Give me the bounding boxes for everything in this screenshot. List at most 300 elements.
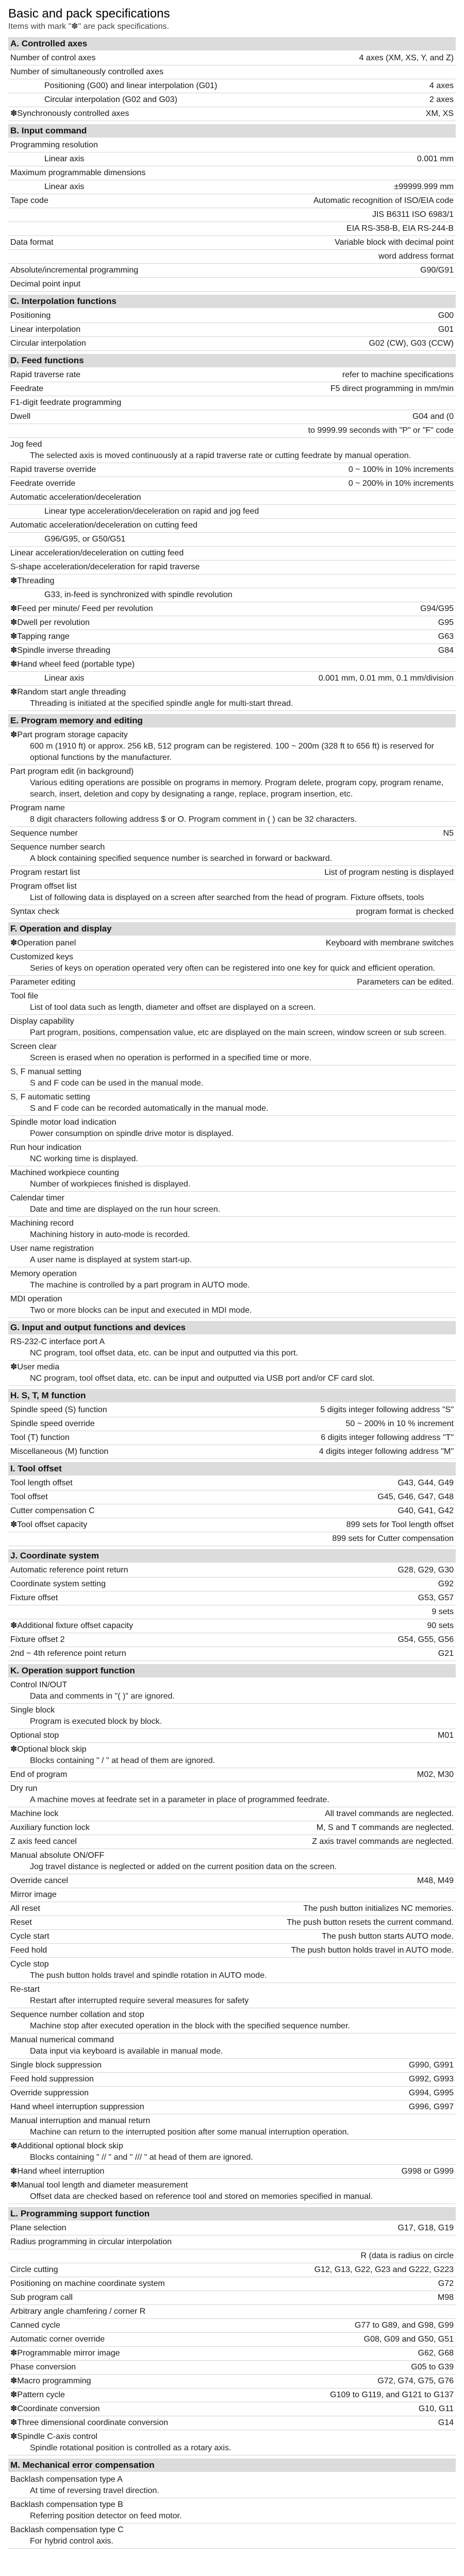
spec-row bbox=[8, 1888, 456, 1902]
spec-label: Spindle speed override bbox=[10, 1419, 95, 1428]
spec-row bbox=[8, 1958, 456, 1983]
spec-value: 50 ~ 200% in 10 % increment bbox=[345, 1419, 454, 1428]
spec-row bbox=[8, 2473, 456, 2498]
spec-row bbox=[8, 533, 456, 547]
spec-label: Linear acceleration/deceleration on cutting feed bbox=[10, 549, 184, 557]
spec-label: Display capability bbox=[10, 1017, 74, 1026]
spec-row bbox=[8, 827, 456, 841]
spec-value: G54, G55, G56 bbox=[397, 1635, 454, 1644]
spec-row bbox=[8, 323, 456, 337]
spec-label: Number of control axes bbox=[10, 54, 96, 62]
spec-row bbox=[8, 2523, 456, 2549]
section-header: K. Operation support function bbox=[8, 1664, 456, 1677]
spec-section bbox=[8, 295, 456, 351]
spec-label: Automatic acceleration/deceleration on cutting feed bbox=[10, 521, 197, 530]
spec-row bbox=[8, 368, 456, 382]
spec-row bbox=[8, 1141, 456, 1166]
spec-value: G992, G993 bbox=[408, 2075, 454, 2083]
spec-value: N5 bbox=[443, 829, 454, 838]
section-header: J. Coordinate system bbox=[8, 1549, 456, 1563]
spec-value: G63 bbox=[438, 632, 454, 641]
spec-label: MDI operation bbox=[10, 1295, 62, 1303]
spec-row bbox=[8, 644, 456, 658]
spec-description: Date and time are displayed on the run hour screen. bbox=[30, 1205, 221, 1214]
spec-row bbox=[8, 2361, 456, 2375]
spec-value: 0.001 mm bbox=[417, 155, 454, 163]
spec-label: Control IN/OUT bbox=[10, 1681, 68, 1689]
spec-value: G62, G68 bbox=[418, 2349, 454, 2358]
spec-value: G84 bbox=[438, 646, 454, 655]
spec-value: M48, M49 bbox=[417, 1876, 454, 1885]
section-header: G. Input and output functions and devices bbox=[8, 1321, 456, 1334]
spec-row bbox=[8, 937, 456, 951]
spec-value: refer to machine specifications bbox=[342, 370, 454, 379]
spec-label: Canned cycle bbox=[10, 2321, 60, 2330]
spec-value: G77 to G89, and G98, G99 bbox=[354, 2321, 454, 2330]
spec-description: A user name is displayed at system start-up. bbox=[30, 1256, 192, 1264]
spec-row bbox=[8, 1633, 456, 1647]
spec-value: Parameters can be edited. bbox=[357, 978, 454, 987]
spec-label: Feed hold bbox=[10, 1946, 47, 1955]
spec-label: S-shape acceleration/deceleration for rapid traverse bbox=[10, 563, 200, 571]
spec-label: Customized keys bbox=[10, 953, 73, 961]
spec-row bbox=[8, 1807, 456, 1821]
spec-label: Manual absolute ON/OFF bbox=[10, 1851, 105, 1860]
spec-row bbox=[8, 2222, 456, 2235]
spec-row bbox=[8, 1835, 456, 1849]
spec-label: 2nd ~ 4th reference point return bbox=[10, 1649, 126, 1658]
spec-description: Spindle rotational position is controlled as a rotary axis. bbox=[30, 2444, 231, 2452]
spec-description: Restart after interrupted require several measures for safety bbox=[30, 1996, 249, 2005]
spec-label: F1-digit feedrate programming bbox=[10, 398, 122, 407]
spec-row bbox=[8, 477, 456, 491]
spec-row bbox=[8, 264, 456, 278]
spec-description: Power consumption on spindle drive motor is displayed. bbox=[30, 1129, 234, 1138]
spec-row bbox=[8, 2263, 456, 2277]
spec-label: Jog feed bbox=[10, 440, 42, 449]
spec-label: Optional stop bbox=[10, 1731, 59, 1740]
spec-value: 2 axes bbox=[429, 95, 454, 104]
spec-value: M02, M30 bbox=[417, 1770, 454, 1779]
spec-value: 0 ~ 100% in 10% increments bbox=[348, 465, 454, 474]
spec-label: Single block suppression bbox=[10, 2061, 102, 2070]
spec-description: Number of workpieces finished is displayed. bbox=[30, 1180, 191, 1189]
spec-label: Backlash compensation type A bbox=[10, 2475, 123, 2484]
spec-row bbox=[8, 1782, 456, 1807]
spec-value: word address format bbox=[378, 252, 454, 261]
spec-row bbox=[8, 728, 456, 765]
spec-row bbox=[8, 658, 456, 672]
spec-row bbox=[8, 866, 456, 880]
spec-value: G53, G57 bbox=[418, 1594, 454, 1602]
spec-label: Cycle start bbox=[10, 1932, 49, 1941]
spec-description: Program is executed block by block. bbox=[30, 1717, 162, 1726]
spec-value: G43, G44, G49 bbox=[397, 1479, 454, 1487]
spec-row bbox=[8, 1578, 456, 1591]
spec-row bbox=[8, 1445, 456, 1459]
spec-value: 90 sets bbox=[427, 1621, 454, 1630]
spec-row bbox=[8, 2008, 456, 2033]
spec-description: Data input via keyboard is available in manual mode. bbox=[30, 2047, 223, 2056]
spec-label: Plane selection bbox=[10, 2224, 67, 2232]
spec-row bbox=[8, 519, 456, 533]
spec-label: Programming resolution bbox=[10, 141, 98, 149]
spec-row bbox=[8, 2087, 456, 2100]
spec-row bbox=[8, 79, 456, 93]
spec-row bbox=[8, 1821, 456, 1835]
spec-label: S, F manual setting bbox=[10, 1067, 81, 1076]
spec-row bbox=[8, 2375, 456, 2388]
spec-description: Blocks containing " / " at head of them are ignored. bbox=[30, 1756, 216, 1765]
spec-label: Screen clear bbox=[10, 1042, 57, 1051]
spec-label: ✽Spindle C-axis control bbox=[10, 2432, 98, 2441]
spec-row bbox=[8, 2498, 456, 2523]
spec-value: G40, G41, G42 bbox=[397, 1506, 454, 1515]
spec-row bbox=[8, 951, 456, 976]
spec-label: Linear axis bbox=[44, 155, 85, 163]
spec-value: G990, G991 bbox=[408, 2061, 454, 2070]
spec-section bbox=[8, 2459, 456, 2549]
spec-label: ✽Programmable mirror image bbox=[10, 2349, 120, 2358]
spec-label: Reset bbox=[10, 1918, 32, 1927]
spec-row bbox=[8, 382, 456, 396]
spec-label: Linear axis bbox=[44, 182, 85, 191]
spec-row bbox=[8, 2059, 456, 2073]
spec-value: 9 sets bbox=[432, 1607, 454, 1616]
spec-label: S, F automatic setting bbox=[10, 1093, 90, 1101]
spec-label: Decimal point input bbox=[10, 280, 81, 289]
spec-description: S and F code can be used in the manual mode. bbox=[30, 1079, 204, 1088]
spec-value: M98 bbox=[437, 2293, 454, 2302]
spec-row bbox=[8, 2033, 456, 2059]
spec-value: G996, G997 bbox=[408, 2103, 454, 2111]
spec-section bbox=[8, 2207, 456, 2455]
spec-label: ✽Synchronously controlled axes bbox=[10, 109, 129, 118]
spec-row bbox=[8, 2402, 456, 2416]
spec-description: Machine stop after executed operation in the block with the specified sequence number. bbox=[30, 2022, 350, 2030]
spec-row bbox=[8, 990, 456, 1015]
section-header: F. Operation and display bbox=[8, 922, 456, 936]
spec-label: ✽Optional block skip bbox=[10, 1745, 87, 1754]
spec-row bbox=[8, 180, 456, 194]
spec-row bbox=[8, 1504, 456, 1518]
spec-label: Program restart list bbox=[10, 868, 80, 877]
spec-value: 0 ~ 200% in 10% increments bbox=[348, 479, 454, 488]
section-header: E. Program memory and editing bbox=[8, 714, 456, 727]
spec-label: Feedrate bbox=[10, 384, 44, 393]
spec-label: Automatic corner override bbox=[10, 2335, 105, 2344]
spec-value: 5 digits integer following address "S" bbox=[320, 1405, 454, 1414]
spec-row bbox=[8, 194, 456, 208]
spec-section bbox=[8, 1462, 456, 1546]
spec-row bbox=[8, 1091, 456, 1116]
spec-row bbox=[8, 2416, 456, 2430]
spec-value: program format is checked bbox=[356, 907, 454, 916]
section-header: D. Feed functions bbox=[8, 354, 456, 367]
spec-label: Positioning on machine coordinate system bbox=[10, 2279, 165, 2288]
spec-value: G28, G29, G30 bbox=[397, 1566, 454, 1574]
spec-value: JIS B6311 ISO 6983/1 bbox=[372, 210, 454, 219]
spec-label: Data format bbox=[10, 238, 54, 247]
spec-description: Two or more blocks can be input and executed in MDI mode. bbox=[30, 1306, 252, 1315]
spec-row bbox=[8, 1431, 456, 1445]
spec-description: List of tool data such as length, diameter and offset are displayed on a screen. bbox=[30, 1003, 316, 1012]
spec-value: G45, G46, G47, G48 bbox=[377, 1493, 454, 1501]
spec-label: G96/G95, or G50/G51 bbox=[44, 535, 126, 544]
spec-label: Circular interpolation (G02 and G03) bbox=[44, 95, 177, 104]
spec-description: Machine can return to the interrupted position after some manual interruption operation. bbox=[30, 2128, 350, 2137]
spec-row bbox=[8, 2179, 456, 2204]
spec-row bbox=[8, 491, 456, 505]
spec-label: Tool file bbox=[10, 992, 39, 1001]
spec-row bbox=[8, 1361, 456, 1386]
spec-row bbox=[8, 152, 456, 166]
spec-label: ✽Three dimensional coordinate conversion bbox=[10, 2418, 169, 2427]
spec-label: Dry run bbox=[10, 1784, 38, 1793]
spec-value: G95 bbox=[438, 618, 454, 627]
spec-label: Part program edit (in background) bbox=[10, 767, 134, 776]
section-header: L. Programming support function bbox=[8, 2207, 456, 2221]
spec-sections bbox=[8, 37, 456, 2549]
spec-row bbox=[8, 2347, 456, 2361]
spec-label: Feed hold suppression bbox=[10, 2075, 94, 2083]
spec-label: ✽Feed per minute/ Feed per revolution bbox=[10, 604, 153, 613]
spec-row bbox=[8, 505, 456, 519]
spec-label: User name registration bbox=[10, 1244, 94, 1253]
spec-label: Number of simultaneously controlled axes bbox=[10, 67, 164, 76]
spec-row bbox=[8, 1619, 456, 1633]
spec-value: The push button resets the current command. bbox=[287, 1918, 454, 1927]
spec-row bbox=[8, 236, 456, 250]
spec-row bbox=[8, 686, 456, 711]
spec-value: M, S and T commands are neglected. bbox=[316, 1823, 454, 1832]
spec-value: G72 bbox=[438, 2279, 454, 2288]
spec-row bbox=[8, 208, 456, 222]
spec-label: ✽Hand wheel feed (portable type) bbox=[10, 660, 135, 669]
spec-row bbox=[8, 93, 456, 107]
spec-value: ±99999.999 mm bbox=[394, 182, 454, 191]
spec-value: R (data is radius on circle bbox=[360, 2251, 454, 2260]
spec-row bbox=[8, 1065, 456, 1091]
spec-value: G17, G18, G19 bbox=[397, 2224, 454, 2232]
spec-value: G00 bbox=[438, 311, 454, 320]
spec-row bbox=[8, 1166, 456, 1192]
spec-label: Automatic acceleration/deceleration bbox=[10, 493, 141, 502]
spec-value: G994, G995 bbox=[408, 2089, 454, 2097]
spec-label: ✽Spindle inverse threading bbox=[10, 646, 110, 655]
spec-description: The machine is controlled by a part program in AUTO mode. bbox=[30, 1281, 250, 1290]
spec-row bbox=[8, 1930, 456, 1944]
spec-row bbox=[8, 1983, 456, 2008]
spec-label: ✽Random start angle threading bbox=[10, 688, 126, 697]
spec-value: 4 axes (XM, XS, Y, and Z) bbox=[359, 54, 454, 62]
section-header: I. Tool offset bbox=[8, 1462, 456, 1476]
spec-value: G04 and (0 bbox=[412, 412, 454, 421]
spec-value: 899 sets for Cutter compensation bbox=[332, 1534, 454, 1543]
spec-description: The push button holds travel and spindle rotation in AUTO mode. bbox=[30, 1971, 267, 1980]
spec-label: Machining record bbox=[10, 1219, 74, 1228]
spec-value: G92 bbox=[438, 1580, 454, 1588]
spec-label: Backlash compensation type C bbox=[10, 2526, 124, 2534]
spec-label: ✽Part program storage capacity bbox=[10, 731, 128, 739]
spec-label: Syntax check bbox=[10, 907, 60, 916]
spec-row bbox=[8, 1743, 456, 1768]
spec-description: NC program, tool offset data, etc. can be input and outputted via this port. bbox=[30, 1349, 299, 1358]
spec-label: Program name bbox=[10, 804, 65, 812]
spec-row bbox=[8, 802, 456, 827]
spec-row bbox=[8, 1704, 456, 1729]
spec-description: Threading is initiated at the specified spindle angle for multi-start thread. bbox=[30, 699, 293, 708]
spec-description: Machining history in auto-mode is recorded. bbox=[30, 1230, 190, 1239]
spec-label: Spindle motor load indication bbox=[10, 1118, 117, 1127]
spec-value: G12, G13, G22, G23 and G222, G223 bbox=[314, 2265, 454, 2274]
spec-value: G01 bbox=[438, 325, 454, 334]
spec-section bbox=[8, 714, 456, 919]
spec-label: ✽Hand wheel interruption bbox=[10, 2167, 105, 2176]
spec-label: Sequence number bbox=[10, 829, 78, 838]
spec-section bbox=[8, 1389, 456, 1459]
spec-label: Circle cutting bbox=[10, 2265, 58, 2274]
page-title: Basic and pack specifications bbox=[8, 7, 170, 21]
spec-label: Absolute/incremental programming bbox=[10, 266, 139, 275]
spec-value: Variable block with decimal point bbox=[335, 238, 454, 247]
spec-label: Mirror image bbox=[10, 1890, 57, 1899]
spec-label: Cycle stop bbox=[10, 1960, 49, 1969]
spec-row bbox=[8, 1335, 456, 1361]
spec-row bbox=[8, 2388, 456, 2402]
spec-label: Linear type acceleration/deceleration on rapid and jog feed bbox=[44, 507, 259, 516]
spec-label: Positioning bbox=[10, 311, 51, 320]
spec-label: ✽Coordinate conversion bbox=[10, 2404, 100, 2413]
spec-row bbox=[8, 2235, 456, 2249]
spec-label: ✽Tapping range bbox=[10, 632, 70, 641]
spec-label: Override suppression bbox=[10, 2089, 89, 2097]
spec-description: Series of keys on operation operated very often can be registered into one key for quick and efficient operation. bbox=[30, 964, 435, 973]
spec-label: Phase conversion bbox=[10, 2363, 76, 2371]
spec-row bbox=[8, 107, 456, 121]
spec-row bbox=[8, 1192, 456, 1217]
spec-label: Machined workpiece counting bbox=[10, 1168, 119, 1177]
spec-description: Various editing operations are possible on programs in memory. Program delete, program copy, program rename, search, insert, deletion and copy by designating a range, replace, program insertion, etc. bbox=[30, 778, 444, 799]
spec-label: All reset bbox=[10, 1904, 40, 1913]
spec-value: G02 (CW), G03 (CCW) bbox=[369, 339, 454, 348]
spec-label: ✽Operation panel bbox=[10, 939, 76, 947]
spec-label: Manual interruption and manual return bbox=[10, 2116, 151, 2125]
spec-section bbox=[8, 37, 456, 121]
spec-row bbox=[8, 2291, 456, 2305]
spec-label: Automatic reference point return bbox=[10, 1566, 128, 1574]
spec-label: Fixture offset 2 bbox=[10, 1635, 65, 1644]
spec-label: Z axis feed cancel bbox=[10, 1837, 77, 1846]
spec-label: Re-start bbox=[10, 1985, 40, 1994]
spec-row bbox=[8, 574, 456, 588]
spec-label: G33, in-feed is synchronized with spindle revolution bbox=[44, 590, 233, 599]
spec-value: XM, XS bbox=[425, 109, 454, 118]
spec-label: Sequence number collation and stop bbox=[10, 2010, 144, 2019]
spec-description: At time of reversing travel direction. bbox=[30, 2486, 159, 2495]
spec-row bbox=[8, 52, 456, 65]
spec-label: Arbitrary angle chamfering / corner R bbox=[10, 2307, 146, 2316]
spec-label: Rapid traverse rate bbox=[10, 370, 81, 379]
spec-label: End of program bbox=[10, 1770, 68, 1779]
spec-row bbox=[8, 1015, 456, 1040]
spec-row bbox=[8, 547, 456, 561]
spec-label: Spindle speed (S) function bbox=[10, 1405, 107, 1414]
spec-row bbox=[8, 1768, 456, 1782]
spec-description: For hybrid control axis. bbox=[30, 2537, 113, 2546]
spec-label: ✽Additional fixture offset capacity bbox=[10, 1621, 134, 1630]
spec-row bbox=[8, 1647, 456, 1661]
spec-value: List of program nesting is displayed bbox=[324, 868, 454, 877]
spec-row bbox=[8, 765, 456, 802]
spec-description: List of following data is displayed on a screen after searched from the head of program. Fixture offsets, tools bbox=[30, 893, 424, 902]
spec-row bbox=[8, 1217, 456, 1242]
spec-row bbox=[8, 1242, 456, 1267]
spec-label: Feedrate override bbox=[10, 479, 76, 488]
spec-description: Offset data are checked based on reference tool and stored on memories specified in manual. bbox=[30, 2192, 373, 2201]
spec-label: ✽User media bbox=[10, 1363, 60, 1371]
spec-row bbox=[8, 616, 456, 630]
spec-row bbox=[8, 222, 456, 236]
spec-row bbox=[8, 1605, 456, 1619]
spec-value: G94/G95 bbox=[420, 604, 454, 613]
spec-row bbox=[8, 410, 456, 424]
spec-description: NC program, tool offset data, etc. can be input and outputted via USB port and/or CF card slot. bbox=[30, 1374, 375, 1383]
spec-value: 4 digits integer following address "M" bbox=[319, 1447, 454, 1456]
spec-label: Override cancel bbox=[10, 1876, 69, 1885]
spec-label: Cutter compensation C bbox=[10, 1506, 95, 1515]
spec-label: Coordinate system setting bbox=[10, 1580, 106, 1588]
spec-row bbox=[8, 1679, 456, 1704]
spec-row bbox=[8, 1944, 456, 1958]
spec-label: Rapid traverse override bbox=[10, 465, 96, 474]
spec-label: Backlash compensation type B bbox=[10, 2500, 123, 2509]
spec-value: EIA RS-358-B, EIA RS-244-B bbox=[346, 224, 454, 233]
spec-description: A machine moves at feedrate set in a parameter in place of programmed feedrate. bbox=[30, 1795, 329, 1804]
spec-value: The push button initializes NC memories. bbox=[303, 1904, 454, 1913]
spec-row bbox=[8, 1293, 456, 1318]
spec-label: Miscellaneous (M) function bbox=[10, 1447, 109, 1456]
spec-row bbox=[8, 1403, 456, 1417]
spec-row bbox=[8, 1591, 456, 1605]
spec-row bbox=[8, 1564, 456, 1578]
spec-label: ✽Tool offset capacity bbox=[10, 1520, 88, 1529]
spec-section bbox=[8, 1664, 456, 2204]
spec-row bbox=[8, 2305, 456, 2319]
spec-value: Z axis travel commands are neglected. bbox=[312, 1837, 454, 1846]
spec-value: G08, G09 and G50, G51 bbox=[363, 2335, 454, 2344]
spec-row bbox=[8, 1417, 456, 1431]
spec-label: Parameter editing bbox=[10, 978, 76, 987]
spec-description: 8 digit characters following address $ or O. Program comment in ( ) can be 32 characters. bbox=[30, 815, 357, 824]
spec-label: ✽Threading bbox=[10, 577, 55, 585]
spec-label: Circular interpolation bbox=[10, 339, 86, 348]
spec-row bbox=[8, 1729, 456, 1743]
spec-value: All travel commands are neglected. bbox=[325, 1809, 454, 1818]
spec-row bbox=[8, 1518, 456, 1532]
spec-label: Tool offset bbox=[10, 1493, 48, 1501]
spec-label: ✽Pattern cycle bbox=[10, 2391, 65, 2399]
spec-row bbox=[8, 250, 456, 264]
spec-label: ✽Dwell per revolution bbox=[10, 618, 90, 627]
spec-row bbox=[8, 1267, 456, 1293]
spec-label: Sequence number search bbox=[10, 843, 105, 852]
spec-value: 4 axes bbox=[429, 81, 454, 90]
spec-label: Tape code bbox=[10, 196, 48, 205]
spec-section bbox=[8, 1549, 456, 1661]
spec-row bbox=[8, 1040, 456, 1065]
spec-row bbox=[8, 396, 456, 410]
